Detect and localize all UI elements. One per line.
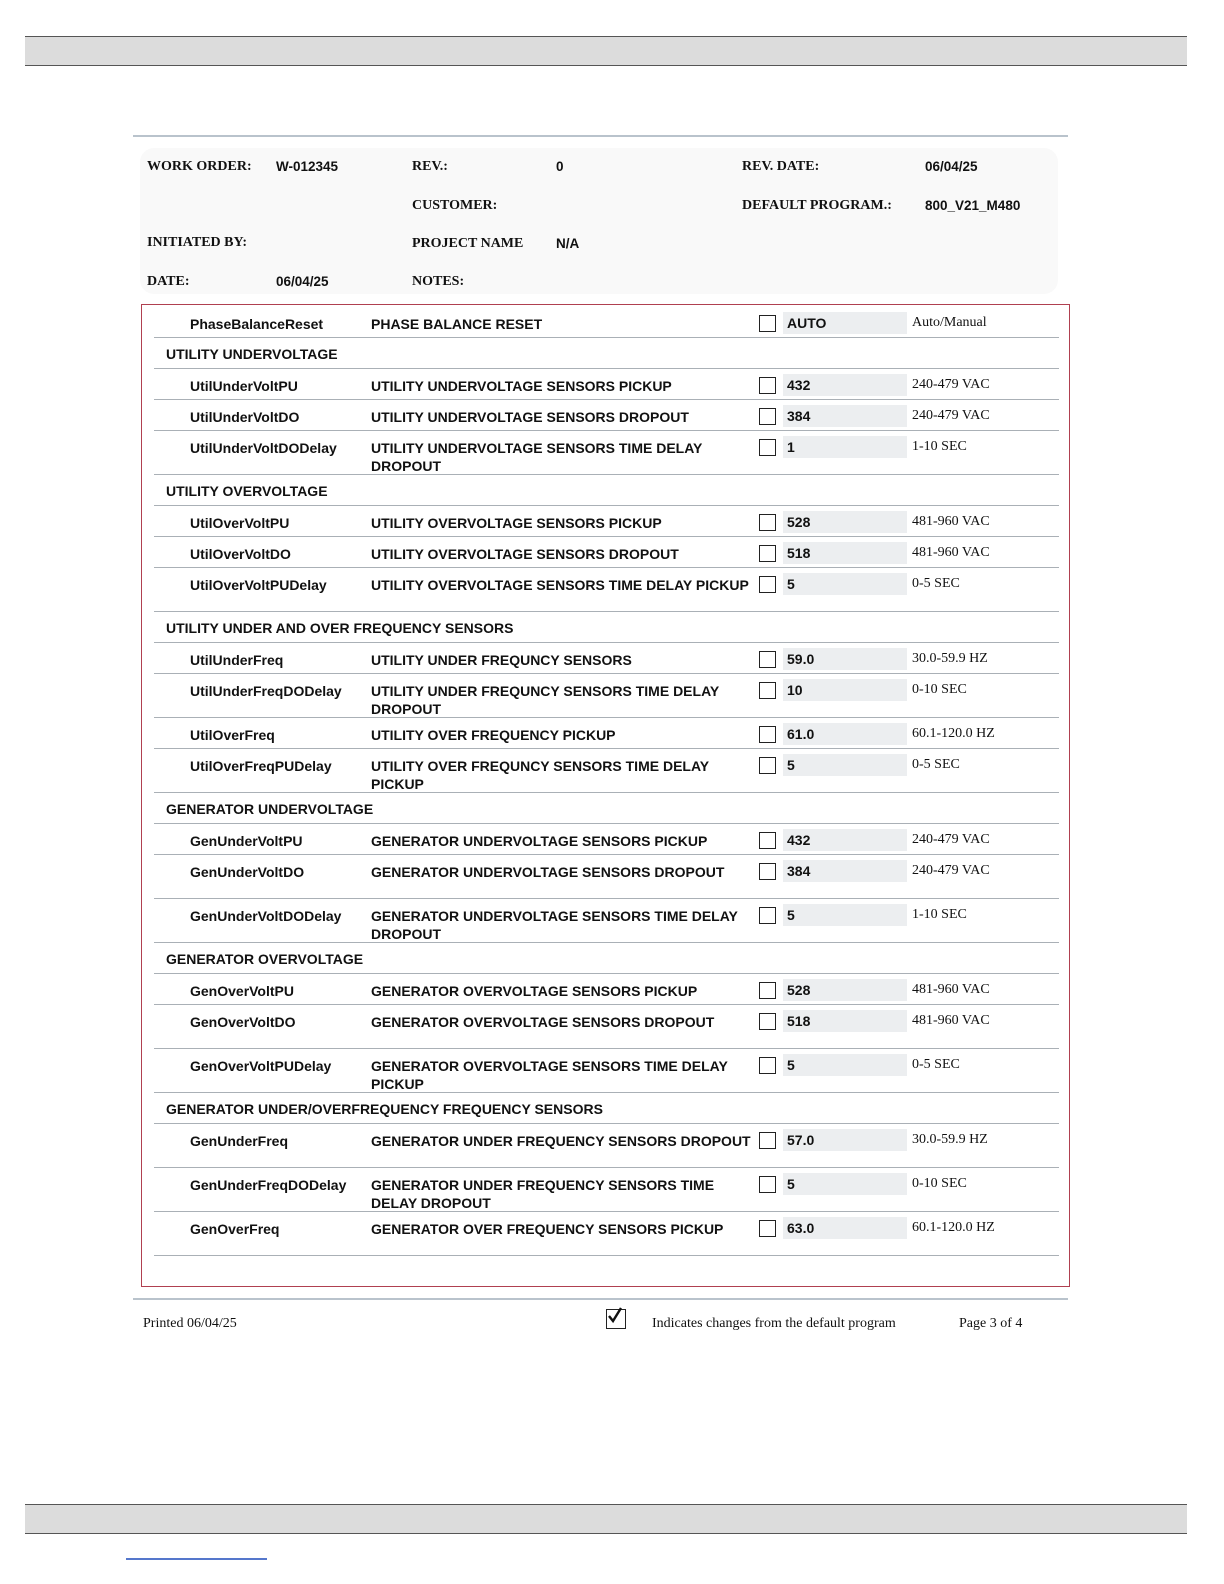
parameter-row [154,307,1059,338]
parameter-value-field[interactable] [783,374,907,396]
parameter-description: UTILITY UNDER FREQUNCY SENSORS [371,652,632,668]
parameter-code: UtilOverVoltPUDelay [190,577,327,593]
parameter-description: GENERATOR UNDER FREQUENCY SENSORS TIME DELAY DROPOUT [371,1177,715,1211]
parameter-value: 61.0 [787,726,815,742]
section-header [154,793,1059,824]
parameter-code: UtilUnderFreq [190,652,284,668]
parameter-row [154,1212,1059,1256]
work-order-label: WORK ORDER: [147,159,252,174]
changed-checkbox[interactable] [759,1057,776,1074]
parameter-value: 10 [787,682,803,698]
parameter-value-field[interactable] [783,829,907,851]
parameter-value: 528 [787,514,811,530]
parameter-code: PhaseBalanceReset [190,316,324,332]
changed-checkbox[interactable] [759,576,776,593]
footer-top-rule [133,1298,1068,1300]
parameter-code: UtilOverFreqPUDelay [190,758,332,774]
parameter-value-field[interactable] [783,1054,907,1076]
parameter-range: 60.1-120.0 HZ [912,726,995,741]
parameter-value: 5 [787,907,795,923]
parameter-value: AUTO [787,315,827,331]
parameter-description: UTILITY UNDER FREQUNCY SENSORS TIME DELAY DROPOUT [371,683,719,717]
parameter-value-field[interactable] [783,312,907,334]
parameter-value: 5 [787,757,795,773]
parameter-value: 57.0 [787,1132,815,1148]
parameter-range: 0-10 SEC [912,682,967,697]
parameter-value: 518 [787,1013,811,1029]
section-title: UTILITY OVERVOLTAGE [166,483,328,499]
parameter-value-field[interactable] [783,904,907,926]
parameter-code: GenUnderVoltDODelay [190,908,342,924]
parameter-value: 432 [787,832,811,848]
link-underline [126,1558,267,1560]
default-program-value: 800_V21_M480 [925,198,1021,213]
parameter-code: GenUnderFreq [190,1133,289,1149]
section-title: GENERATOR UNDER/OVERFREQUENCY FREQUENCY SENSORS [166,1101,603,1117]
parameter-row [154,643,1059,674]
changed-checkbox[interactable] [759,377,776,394]
parameter-description: GENERATOR OVERVOLTAGE SENSORS DROPOUT [371,1014,715,1030]
parameter-range: 0-5 SEC [912,1057,960,1072]
parameter-range: 481-960 VAC [912,1013,990,1028]
customer-label: CUSTOMER: [412,198,498,213]
parameter-code: UtilUnderVoltPU [190,378,298,394]
date-value: 06/04/25 [276,274,329,289]
parameter-value: 63.0 [787,1220,815,1236]
parameter-range: 30.0-59.9 HZ [912,651,988,666]
parameter-description: UTILITY UNDERVOLTAGE SENSORS DROPOUT [371,409,689,425]
top-bar [25,36,1187,66]
parameter-description: UTILITY OVERVOLTAGE SENSORS TIME DELAY PICKUP [371,577,749,593]
parameter-value-field[interactable] [783,979,907,1001]
parameter-code: GenUnderVoltPU [190,833,303,849]
parameter-value-field[interactable] [783,511,907,533]
parameter-value: 528 [787,982,811,998]
parameter-range: 0-5 SEC [912,576,960,591]
parameter-value-field[interactable] [783,860,907,882]
parameter-range: 0-10 SEC [912,1176,967,1191]
project-name-value: N/A [556,236,580,251]
parameter-value: 384 [787,408,811,424]
parameter-range: 481-960 VAC [912,545,990,560]
parameter-range: 481-960 VAC [912,514,990,529]
page-number: Page 3 of 4 [959,1316,1023,1331]
rev-value: 0 [556,159,564,174]
rev-date-label: REV. DATE: [742,159,820,174]
changed-checkbox[interactable] [759,982,776,999]
parameter-code: GenOverVoltPU [190,983,294,999]
parameter-row [154,1005,1059,1049]
parameter-range: 60.1-120.0 HZ [912,1220,995,1235]
date-label: DATE: [147,274,190,289]
parameter-code: GenOverFreq [190,1221,280,1237]
changed-checkbox[interactable] [759,757,776,774]
parameter-code: UtilOverFreq [190,727,275,743]
parameter-value-field[interactable] [783,648,907,670]
parameter-range: 1-10 SEC [912,907,967,922]
changed-checkbox[interactable] [759,1013,776,1030]
parameter-description: GENERATOR OVERVOLTAGE SENSORS PICKUP [371,983,698,999]
legend-text: Indicates changes from the default program [652,1316,896,1331]
parameter-code: GenOverVoltPUDelay [190,1058,332,1074]
changed-checkbox[interactable] [759,863,776,880]
parameter-row [154,537,1059,568]
parameter-row [154,1124,1059,1168]
notes-label: NOTES: [412,274,465,289]
changed-checkbox[interactable] [759,907,776,924]
rev-date-value: 06/04/25 [925,159,978,174]
parameter-code: GenUnderVoltDO [190,864,305,880]
parameter-range: 240-479 VAC [912,377,990,392]
parameter-code: UtilOverVoltDO [190,546,291,562]
changed-checkbox[interactable] [759,1176,776,1193]
parameter-range: 1-10 SEC [912,439,967,454]
parameter-row [154,1168,1059,1212]
parameter-value: 432 [787,377,811,393]
parameter-description: UTILITY OVERVOLTAGE SENSORS DROPOUT [371,546,679,562]
changed-checkbox[interactable] [759,514,776,531]
changed-checkbox[interactable] [759,408,776,425]
parameter-row [154,899,1059,943]
parameter-value: 1 [787,439,795,455]
parameter-row [154,855,1059,899]
changed-checkbox[interactable] [759,439,776,456]
parameter-value-field[interactable] [783,1129,907,1151]
section-header [154,1093,1059,1124]
parameter-range: 240-479 VAC [912,832,990,847]
parameter-value: 59.0 [787,651,815,667]
parameter-description: GENERATOR OVERVOLTAGE SENSORS TIME DELAY PICKUP [371,1058,728,1092]
parameter-code: UtilUnderVoltDODelay [190,440,337,456]
section-title: GENERATOR UNDERVOLTAGE [166,801,374,817]
parameter-description: UTILITY OVER FREQUENCY PICKUP [371,727,616,743]
section-header [154,475,1059,506]
parameter-description: GENERATOR UNDERVOLTAGE SENSORS DROPOUT [371,864,725,880]
parameter-code: UtilOverVoltPU [190,515,290,531]
parameter-code: UtilUnderFreqDODelay [190,683,342,699]
legend-checked-box-icon [606,1309,626,1329]
parameter-value: 5 [787,1176,795,1192]
parameter-range: 240-479 VAC [912,863,990,878]
parameter-table [141,304,1070,1287]
changed-checkbox[interactable] [759,1220,776,1237]
section-title: UTILITY UNDERVOLTAGE [166,346,338,362]
parameter-row [154,506,1059,537]
changed-checkbox[interactable] [759,832,776,849]
parameter-description: UTILITY UNDERVOLTAGE SENSORS TIME DELAY DROPOUT [371,440,703,474]
parameter-range: 0-5 SEC [912,757,960,772]
initiated-by-label: INITIATED BY: [147,235,247,250]
section-title: UTILITY UNDER AND OVER FREQUENCY SENSORS [166,620,514,636]
parameter-value-field[interactable] [783,1010,907,1032]
changed-checkbox[interactable] [759,315,776,332]
parameter-range: Auto/Manual [912,315,987,330]
parameter-value: 5 [787,576,795,592]
parameter-row [154,568,1059,612]
parameter-value: 384 [787,863,811,879]
parameter-row [154,369,1059,400]
parameter-description: GENERATOR UNDERVOLTAGE SENSORS TIME DELAY DROPOUT [371,908,738,942]
changed-checkbox[interactable] [759,1132,776,1149]
changed-checkbox[interactable] [759,545,776,562]
default-program-label: DEFAULT PROGRAM.: [742,198,892,213]
parameter-description: UTILITY OVER FREQUNCY SENSORS TIME DELAY PICKUP [371,758,709,792]
parameter-description: GENERATOR UNDERVOLTAGE SENSORS PICKUP [371,833,708,849]
parameter-row [154,431,1059,475]
parameter-description: GENERATOR UNDER FREQUENCY SENSORS DROPOUT [371,1133,751,1149]
section-header [154,612,1059,643]
parameter-value: 518 [787,545,811,561]
section-header [154,338,1059,369]
parameter-code: UtilUnderVoltDO [190,409,300,425]
parameter-value-field[interactable] [783,679,907,701]
parameter-row [154,400,1059,431]
parameter-value-field[interactable] [783,405,907,427]
parameter-row [154,718,1059,749]
parameter-range: 30.0-59.9 HZ [912,1132,988,1147]
parameter-description: UTILITY UNDERVOLTAGE SENSORS PICKUP [371,378,672,394]
parameter-range: 240-479 VAC [912,408,990,423]
parameter-value-field[interactable] [783,754,907,776]
parameter-description: UTILITY OVERVOLTAGE SENSORS PICKUP [371,515,662,531]
bottom-bar [25,1504,1187,1534]
parameter-value-field[interactable] [783,1217,907,1239]
parameter-value-field[interactable] [783,573,907,595]
rev-label: REV.: [412,159,448,174]
parameter-range: 481-960 VAC [912,982,990,997]
parameter-row [154,674,1059,718]
project-name-label: PROJECT NAME [412,236,524,251]
printed-date: Printed 06/04/25 [143,1316,237,1331]
section-title: GENERATOR OVERVOLTAGE [166,951,364,967]
work-order-value: W-012345 [276,159,339,174]
parameter-value-field[interactable] [783,436,907,458]
parameter-value-field[interactable] [783,542,907,564]
parameter-code: GenUnderFreqDODelay [190,1177,347,1193]
parameter-row [154,749,1059,793]
parameter-row [154,824,1059,855]
parameter-value-field[interactable] [783,723,907,745]
parameter-code: GenOverVoltDO [190,1014,296,1030]
changed-checkbox[interactable] [759,651,776,668]
parameter-value: 5 [787,1057,795,1073]
changed-checkbox[interactable] [759,726,776,743]
parameter-row [154,974,1059,1005]
parameter-row [154,1049,1059,1093]
changed-checkbox[interactable] [759,682,776,699]
header-top-rule [133,135,1068,137]
parameter-description: PHASE BALANCE RESET [371,316,543,332]
section-header [154,943,1059,974]
parameter-description: GENERATOR OVER FREQUENCY SENSORS PICKUP [371,1221,724,1237]
parameter-value-field[interactable] [783,1173,907,1195]
